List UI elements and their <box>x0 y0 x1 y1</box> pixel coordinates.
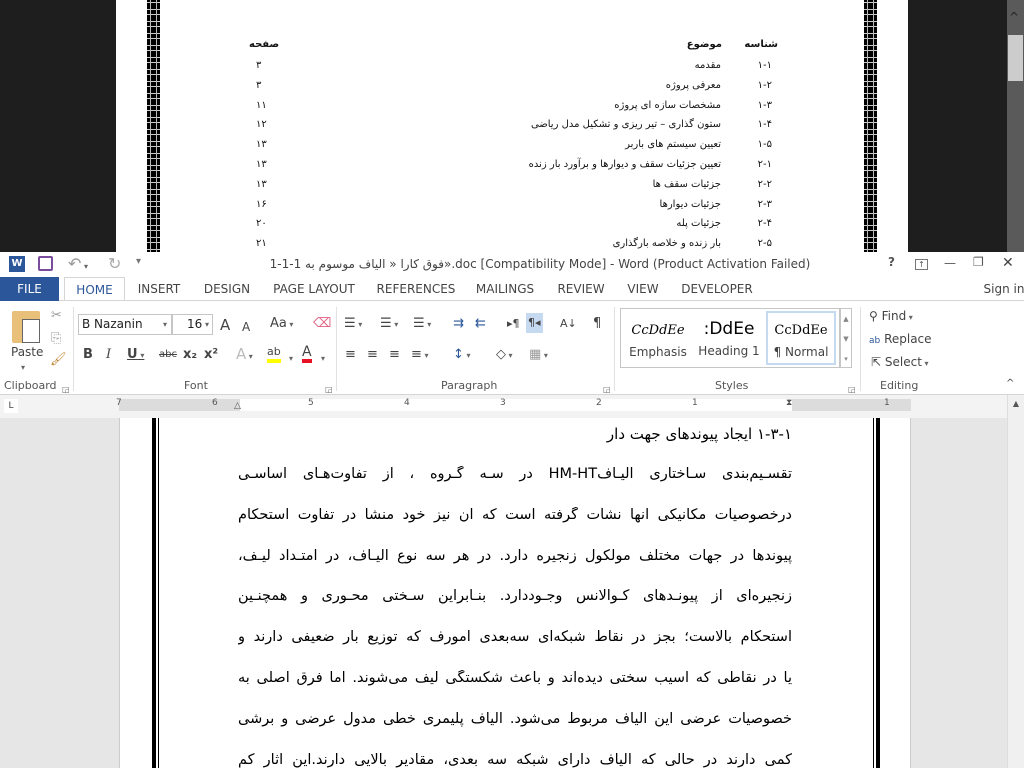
text-effects-icon[interactable]: A ▾ <box>236 345 253 363</box>
align-left-icon[interactable]: ≡ <box>345 347 356 362</box>
section-heading: ۱-۳-۱ ایجاد پیوندهای جهت دار <box>606 425 792 443</box>
bold-button[interactable]: B <box>83 347 93 362</box>
cut-icon[interactable]: ✂ <box>51 308 62 323</box>
replace-icon: ab <box>869 336 881 346</box>
tab-insert[interactable]: INSERT <box>137 282 181 296</box>
toc-row-subject: بار زنده و خلاصه بارگذاری <box>612 238 721 250</box>
font-color-dropdown-icon[interactable]: ▾ <box>321 354 326 363</box>
toc-row-id: ۲-۲ <box>757 178 772 190</box>
grow-font-button[interactable]: A <box>220 316 231 334</box>
toc-row-page: ۱۶ <box>256 198 267 210</box>
paragraph-line: زنجیره‌ای از پیونـدهای کـوالانس وجـوددارد. بنـابراین سـختی محـوری و همچنـین <box>238 588 792 605</box>
tab-file[interactable]: FILE <box>0 277 59 301</box>
ruler-tick-label: 1 <box>884 398 890 408</box>
tab-references[interactable]: REFERENCES <box>376 282 456 296</box>
toc-header-subject: موضوع <box>686 39 722 50</box>
title-bar <box>0 252 1024 277</box>
toc-row-subject: ستون گذاری – تیر ریزی و تشکیل مدل ریاضی <box>530 119 721 131</box>
line-spacing-icon[interactable]: ↕ ▾ <box>453 347 471 362</box>
change-case-button[interactable]: Aa ▾ <box>270 316 294 331</box>
toc-row-id: ۱-۲ <box>757 79 772 91</box>
toc-row-page: ۱۳ <box>256 178 267 190</box>
editing-group-label: Editing <box>880 379 919 392</box>
scroll-up-icon[interactable]: ^ <box>1009 10 1020 24</box>
horizontal-ruler[interactable] <box>0 395 1024 418</box>
toc-row-page: ۱۳ <box>256 159 267 170</box>
replace-button[interactable]: ab Replace <box>869 332 932 346</box>
ltr-icon[interactable]: ▸¶ <box>507 317 520 330</box>
tab-design[interactable]: DESIGN <box>203 282 251 296</box>
background-document-page <box>116 0 908 252</box>
font-size-value: 16 <box>187 317 203 331</box>
ribbon <box>0 301 1024 395</box>
select-button[interactable]: ⇱ Select ▾ <box>871 355 929 369</box>
font-name-dropdown[interactable]: B Nazanin ▾ <box>78 314 172 335</box>
paragraph-line: پیوندها در جهات مختلف مولکول زنجیره دارد. در هر سه نوع الیـاف، در امتـداد لیـف، <box>238 547 792 564</box>
page-border-decoration <box>864 0 877 252</box>
rtl-icon[interactable]: ¶◂ <box>526 313 543 333</box>
vertical-scrollbar[interactable] <box>1007 395 1024 768</box>
toc-row-id: ۱-۴ <box>757 119 772 131</box>
highlight-color-icon[interactable]: ab <box>267 345 281 363</box>
ruler-tick-label: 3 <box>500 398 506 408</box>
toc-row-id: ۱-۱ <box>757 60 772 71</box>
shrink-font-button[interactable]: A <box>242 320 251 334</box>
increase-indent-icon[interactable]: ⇇ <box>475 316 486 331</box>
sign-in-link[interactable]: Sign in <box>983 282 1024 296</box>
toc-row-id: ۲-۱ <box>757 159 772 170</box>
style-emphasis[interactable]: CcDdEe Emphasis <box>629 323 687 359</box>
align-center-icon[interactable]: ≡ <box>367 347 378 362</box>
justify-icon[interactable]: ≡ ▾ <box>411 347 429 362</box>
show-formatting-icon[interactable]: ¶ <box>593 316 602 331</box>
bullets-icon[interactable]: ☰ ▾ <box>344 316 363 331</box>
clipboard-group-label: Clipboard <box>4 379 57 392</box>
paste-icon[interactable] <box>12 311 40 343</box>
left-indent-marker[interactable]: △ <box>234 401 241 411</box>
customize-qat-icon[interactable]: ▾ <box>136 256 142 267</box>
page-border-decoration <box>147 0 160 252</box>
toc-row-id: ۲-۳ <box>757 198 772 210</box>
highlight-dropdown-icon[interactable]: ▾ <box>289 354 294 363</box>
toc-row-subject: تعیین جزئیات سقف و دیوارها و برآورد بار زنده <box>528 159 721 170</box>
ruler-tick-label: 5 <box>308 398 314 408</box>
ribbon-display-options-button[interactable]: ↑ <box>915 259 928 270</box>
paragraph-line: درخصوصیات مکانیکی آنها نشأت گرفته است که آن نیز خود منشأ در تفاوت استحکام <box>238 506 792 523</box>
styles-scroll[interactable]: ▲ ▼ ▾ <box>840 308 852 368</box>
toc-row-subject: مشخصات سازه ای پروژه <box>614 99 721 111</box>
sort-icon[interactable]: A↓ <box>560 317 577 330</box>
underline-button[interactable]: U ▾ <box>127 347 145 362</box>
borders-icon[interactable]: ▦ ▾ <box>529 347 548 362</box>
restore-button[interactable]: ❐ <box>973 255 984 269</box>
ruler-tick-label: 2 <box>596 398 602 408</box>
toc-row-id: ۱-۳ <box>757 99 772 111</box>
find-button[interactable]: ⚲ Find ▾ <box>869 309 913 323</box>
toc-row-page: ۱۳ <box>256 139 267 151</box>
decrease-indent-icon[interactable]: ⇉ <box>453 316 464 331</box>
numbering-icon[interactable]: ☰ ▾ <box>380 316 399 331</box>
ruler-tick-label: 6 <box>212 398 218 408</box>
paragraph-line: استحکام بالاست؛ بجز در نقاط شبکه‌ای سه‌بعدی آمورف که توزیع بار ضعیفی دارند و <box>238 629 792 646</box>
paragraph-line: خصوصیات عرضی این الیاف مربوط می‌شود. الیاف پلیمری خطی مدول عرضی و برشی <box>238 710 792 727</box>
paste-dropdown-icon[interactable]: ▾ <box>21 363 26 372</box>
minimize-button[interactable]: — <box>944 256 956 270</box>
tab-mailings[interactable]: MAILINGS <box>475 282 535 296</box>
cursor-icon: ⇱ <box>871 355 882 369</box>
toc-row-subject: جزئیات پله <box>676 218 721 230</box>
multilevel-list-icon[interactable]: ☰ ▾ <box>413 316 432 331</box>
font-launcher-icon[interactable]: ◲ <box>325 385 333 394</box>
toc-row-subject: جزئیات سقف ها <box>652 178 721 190</box>
tab-review[interactable]: REVIEW <box>557 282 605 296</box>
undo-icon[interactable]: ↶ ▾ <box>68 254 88 273</box>
toc-row-id: ۲-۴ <box>757 218 772 230</box>
background-scrollbar-thumb[interactable] <box>1008 35 1023 81</box>
page-border-right <box>876 418 880 768</box>
copy-icon[interactable]: ⎘ <box>51 331 62 346</box>
toc-row-subject: جزئیات دیوارها <box>659 198 721 210</box>
save-icon[interactable] <box>38 256 53 271</box>
styles-gallery <box>620 308 840 368</box>
toc-header-page: صفحه <box>249 39 280 50</box>
tab-selector[interactable]: L <box>4 399 18 413</box>
tab-home[interactable]: HOME <box>64 277 125 302</box>
styles-launcher-icon[interactable]: ◲ <box>848 385 856 394</box>
ruler-tick-label: 4 <box>404 398 410 408</box>
tab-page-layout[interactable]: PAGE LAYOUT <box>273 282 355 296</box>
shading-icon[interactable]: ◇ ▾ <box>496 347 513 362</box>
toc-row-page: ۱۲ <box>256 119 267 131</box>
ribbon-tabs <box>0 277 1024 301</box>
style-normal[interactable]: CcDdEe ¶ Normal <box>766 311 836 365</box>
collapse-ribbon-button[interactable]: ^ <box>1006 378 1015 389</box>
align-right-icon[interactable]: ≡ <box>389 347 400 362</box>
right-indent-marker[interactable]: ⧗ <box>786 398 793 408</box>
ruler-tick-label: 1 <box>692 398 698 408</box>
paragraph-line: کمی دارند در حالی که الیاف دارای شبکه سه بعدی، مقادیر بالایی دارند.این آثار کم <box>238 751 792 768</box>
paragraph-line: تقسـیم‌بندی سـاختاری الیـافHM-HT در سـه گـروه ، از تفاوت‌هـای اساسـی <box>238 466 792 482</box>
paragraph-launcher-icon[interactable]: ◲ <box>603 385 611 394</box>
toc-row-page: ۳ <box>256 79 262 91</box>
redo-icon[interactable]: ↻ <box>108 254 122 273</box>
style-heading-1[interactable]: :DdEe Heading 1 <box>698 319 760 358</box>
toc-row-subject: معرفی پروژه <box>665 79 721 91</box>
toc-row-page: ۲۱ <box>256 238 267 250</box>
window-title: 1-1-1 فوق کارا « الیاف موسوم به».doc [Compatibility Mode] - Word (Product Activation Failed) <box>269 257 811 271</box>
ruler-tick-label: 7 <box>116 398 122 408</box>
subscript-button[interactable]: x₂ <box>183 347 198 362</box>
scroll-up-icon[interactable]: ▲ <box>1012 399 1020 408</box>
toc-row-id: ۲-۵ <box>757 238 772 250</box>
strikethrough-button[interactable]: abc <box>159 349 177 360</box>
toc-row-page: ۳ <box>256 60 262 71</box>
clear-formatting-icon[interactable]: ⌫ <box>313 316 332 331</box>
paragraph-line: یا در نقاطی که آسیب سختی دیده‌اند و باعث شکستگی لیف می‌شوند. اما فرق اصلی به <box>238 670 792 686</box>
format-painter-icon[interactable]: 🖌 <box>50 352 67 367</box>
font-name-value: B Nazanin <box>82 317 143 331</box>
styles-group-label: Styles <box>715 379 749 392</box>
superscript-button[interactable]: x² <box>204 347 219 362</box>
toc-row-subject: تعیین سیستم های باربر <box>625 139 721 151</box>
tab-developer[interactable]: DEVELOPER <box>681 282 753 296</box>
toc-row-page: ۲۰ <box>256 218 267 230</box>
close-button[interactable]: ✕ <box>1002 255 1014 271</box>
toc-row-id: ۱-۵ <box>757 139 772 151</box>
font-size-dropdown[interactable]: 16 ▾ <box>172 314 213 335</box>
paragraph-group-label: Paragraph <box>441 379 498 392</box>
help-button[interactable]: ? <box>888 255 895 269</box>
font-group-label: Font <box>184 379 208 392</box>
binoculars-icon: ⚲ <box>869 309 878 323</box>
page-border-left <box>152 418 156 768</box>
word-logo-icon: W <box>9 256 25 272</box>
toc-row-page: ۱۱ <box>256 99 267 111</box>
font-color-icon[interactable]: A <box>302 345 312 363</box>
clipboard-launcher-icon[interactable]: ◲ <box>62 385 70 394</box>
toc-row-subject: مقدمه <box>694 60 721 71</box>
toc-header-id: شناسه <box>744 39 778 50</box>
paste-button[interactable]: Paste <box>11 345 44 359</box>
tab-view[interactable]: VIEW <box>627 282 659 296</box>
italic-button[interactable]: I <box>106 347 112 362</box>
